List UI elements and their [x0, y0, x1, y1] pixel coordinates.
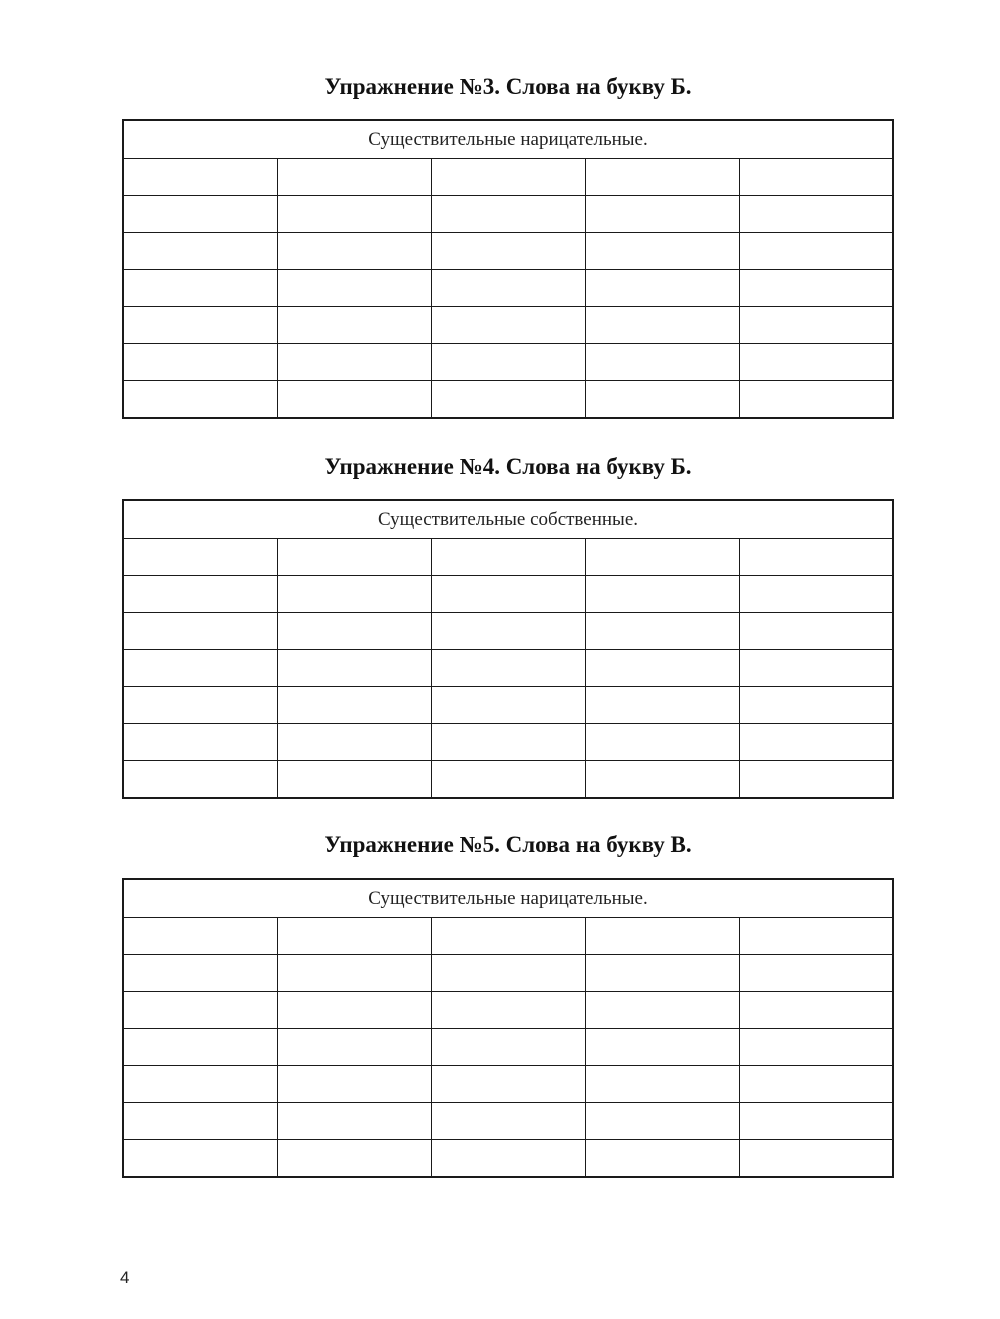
table-cell[interactable]: [431, 576, 585, 613]
table-cell[interactable]: [431, 955, 585, 992]
exercise-4-rows: [123, 539, 893, 799]
table-row: [123, 1103, 893, 1140]
table-cell[interactable]: [739, 613, 893, 650]
table-cell[interactable]: [739, 761, 893, 799]
table-header-row: [123, 120, 893, 159]
table-cell[interactable]: [585, 159, 739, 196]
table-cell[interactable]: [585, 1066, 739, 1103]
table-cell[interactable]: [277, 344, 431, 381]
table-cell[interactable]: [123, 1140, 277, 1178]
table-cell[interactable]: [739, 1103, 893, 1140]
table-cell[interactable]: [431, 992, 585, 1029]
table-cell[interactable]: [585, 955, 739, 992]
table-row: [123, 576, 893, 613]
table-cell[interactable]: [277, 270, 431, 307]
table-row: [123, 724, 893, 761]
table-cell[interactable]: [585, 307, 739, 344]
table-cell[interactable]: [123, 1066, 277, 1103]
table-row: [123, 761, 893, 799]
table-cell[interactable]: [123, 196, 277, 233]
table-cell[interactable]: [123, 955, 277, 992]
table-row: [123, 539, 893, 576]
table-cell[interactable]: [277, 159, 431, 196]
table-cell[interactable]: [739, 1066, 893, 1103]
table-row: [123, 1029, 893, 1066]
table-cell[interactable]: [585, 724, 739, 761]
exercise-4-table: [122, 499, 894, 799]
table-row: [123, 1140, 893, 1178]
table-cell[interactable]: [585, 1029, 739, 1066]
table-cell[interactable]: [123, 724, 277, 761]
table-cell[interactable]: [739, 724, 893, 761]
table-cell[interactable]: [431, 724, 585, 761]
table-cell[interactable]: [123, 1103, 277, 1140]
table-row: [123, 233, 893, 270]
table-cell[interactable]: [431, 687, 585, 724]
table-cell[interactable]: [123, 381, 277, 419]
table-header-cell: Существительные нарицательные.: [123, 120, 893, 159]
table-cell[interactable]: [431, 539, 585, 576]
exercise-4-title: Упражнение №4. Слова на букву Б.: [324, 454, 692, 479]
table-cell[interactable]: [739, 381, 893, 419]
table-cell[interactable]: [123, 761, 277, 799]
table-cell[interactable]: [585, 1140, 739, 1178]
table-row: [123, 613, 893, 650]
table-cell[interactable]: [123, 613, 277, 650]
table-cell[interactable]: [585, 233, 739, 270]
table-cell[interactable]: [739, 270, 893, 307]
table-cell[interactable]: [123, 270, 277, 307]
table-cell[interactable]: [739, 159, 893, 196]
table-cell[interactable]: [431, 344, 585, 381]
table-row: [123, 307, 893, 344]
table-cell[interactable]: [277, 1029, 431, 1066]
table-header-row: [123, 879, 893, 918]
table-cell[interactable]: [585, 1103, 739, 1140]
table-cell[interactable]: [739, 687, 893, 724]
exercise-3-rows: [123, 159, 893, 419]
table-cell[interactable]: [739, 1140, 893, 1178]
table-cell[interactable]: [277, 918, 431, 955]
table-row: [123, 1066, 893, 1103]
table-cell[interactable]: [585, 918, 739, 955]
table-row: [123, 687, 893, 724]
table-cell[interactable]: [431, 1103, 585, 1140]
table-cell[interactable]: [277, 1066, 431, 1103]
table-cell[interactable]: [585, 270, 739, 307]
table-cell[interactable]: [739, 992, 893, 1029]
table-cell[interactable]: [123, 344, 277, 381]
table-cell[interactable]: [277, 307, 431, 344]
table-cell[interactable]: [585, 613, 739, 650]
page-number: 4: [120, 1268, 130, 1287]
table-header-cell: Существительные нарицательные.: [123, 879, 893, 918]
table-cell[interactable]: [585, 576, 739, 613]
table-row: [123, 650, 893, 687]
table-cell[interactable]: [431, 159, 585, 196]
table-cell[interactable]: [123, 918, 277, 955]
table-row: [123, 381, 893, 419]
table-cell[interactable]: [431, 650, 585, 687]
table-cell[interactable]: [277, 381, 431, 419]
table-cell[interactable]: [277, 233, 431, 270]
table-row: [123, 992, 893, 1029]
table-header-cell: Существительные собственные.: [123, 500, 893, 539]
exercise-3-table: [122, 119, 894, 419]
exercise-5-table: [122, 878, 894, 1178]
table-cell[interactable]: [277, 576, 431, 613]
table-cell[interactable]: [739, 650, 893, 687]
table-row: [123, 159, 893, 196]
table-cell[interactable]: [739, 576, 893, 613]
table-cell[interactable]: [431, 761, 585, 799]
table-cell[interactable]: [277, 1140, 431, 1178]
table-cell[interactable]: [431, 918, 585, 955]
table-cell[interactable]: [585, 196, 739, 233]
table-row: [123, 196, 893, 233]
exercise-3-title: Упражнение №3. Слова на букву Б.: [324, 74, 692, 99]
table-cell[interactable]: [431, 270, 585, 307]
table-cell[interactable]: [123, 1029, 277, 1066]
exercise-5-title: Упражнение №5. Слова на букву В.: [324, 832, 692, 857]
table-cell[interactable]: [277, 1103, 431, 1140]
table-cell[interactable]: [277, 724, 431, 761]
table-cell[interactable]: [431, 381, 585, 419]
table-cell[interactable]: [431, 1066, 585, 1103]
table-row: [123, 955, 893, 992]
table-row: [123, 270, 893, 307]
table-cell[interactable]: [585, 761, 739, 799]
table-cell[interactable]: [277, 761, 431, 799]
table-cell[interactable]: [123, 539, 277, 576]
table-cell[interactable]: [431, 1029, 585, 1066]
table-cell[interactable]: [739, 918, 893, 955]
table-cell[interactable]: [277, 650, 431, 687]
table-cell[interactable]: [585, 687, 739, 724]
table-cell[interactable]: [123, 159, 277, 196]
table-cell[interactable]: [739, 344, 893, 381]
table-cell[interactable]: [585, 539, 739, 576]
table-cell[interactable]: [739, 196, 893, 233]
table-cell[interactable]: [123, 687, 277, 724]
table-cell[interactable]: [277, 613, 431, 650]
table-cell[interactable]: [123, 992, 277, 1029]
table-cell[interactable]: [277, 687, 431, 724]
table-cell[interactable]: [431, 307, 585, 344]
table-cell[interactable]: [739, 233, 893, 270]
table-cell[interactable]: [585, 650, 739, 687]
table-cell[interactable]: [277, 539, 431, 576]
table-cell[interactable]: [585, 381, 739, 419]
table-cell[interactable]: [431, 1140, 585, 1178]
table-cell[interactable]: [431, 233, 585, 270]
table-cell[interactable]: [277, 196, 431, 233]
table-cell[interactable]: [585, 992, 739, 1029]
table-cell[interactable]: [123, 233, 277, 270]
table-cell[interactable]: [123, 576, 277, 613]
table-cell[interactable]: [739, 955, 893, 992]
table-header-row: [123, 500, 893, 539]
table-row: [123, 344, 893, 381]
table-cell[interactable]: [277, 955, 431, 992]
exercise-5-rows: [123, 918, 893, 1178]
table-cell[interactable]: [739, 539, 893, 576]
table-cell[interactable]: [739, 307, 893, 344]
table-cell[interactable]: [585, 344, 739, 381]
table-cell[interactable]: [123, 650, 277, 687]
table-cell[interactable]: [277, 992, 431, 1029]
table-cell[interactable]: [123, 307, 277, 344]
table-cell[interactable]: [431, 613, 585, 650]
table-cell[interactable]: [431, 196, 585, 233]
table-row: [123, 918, 893, 955]
table-cell[interactable]: [739, 1029, 893, 1066]
